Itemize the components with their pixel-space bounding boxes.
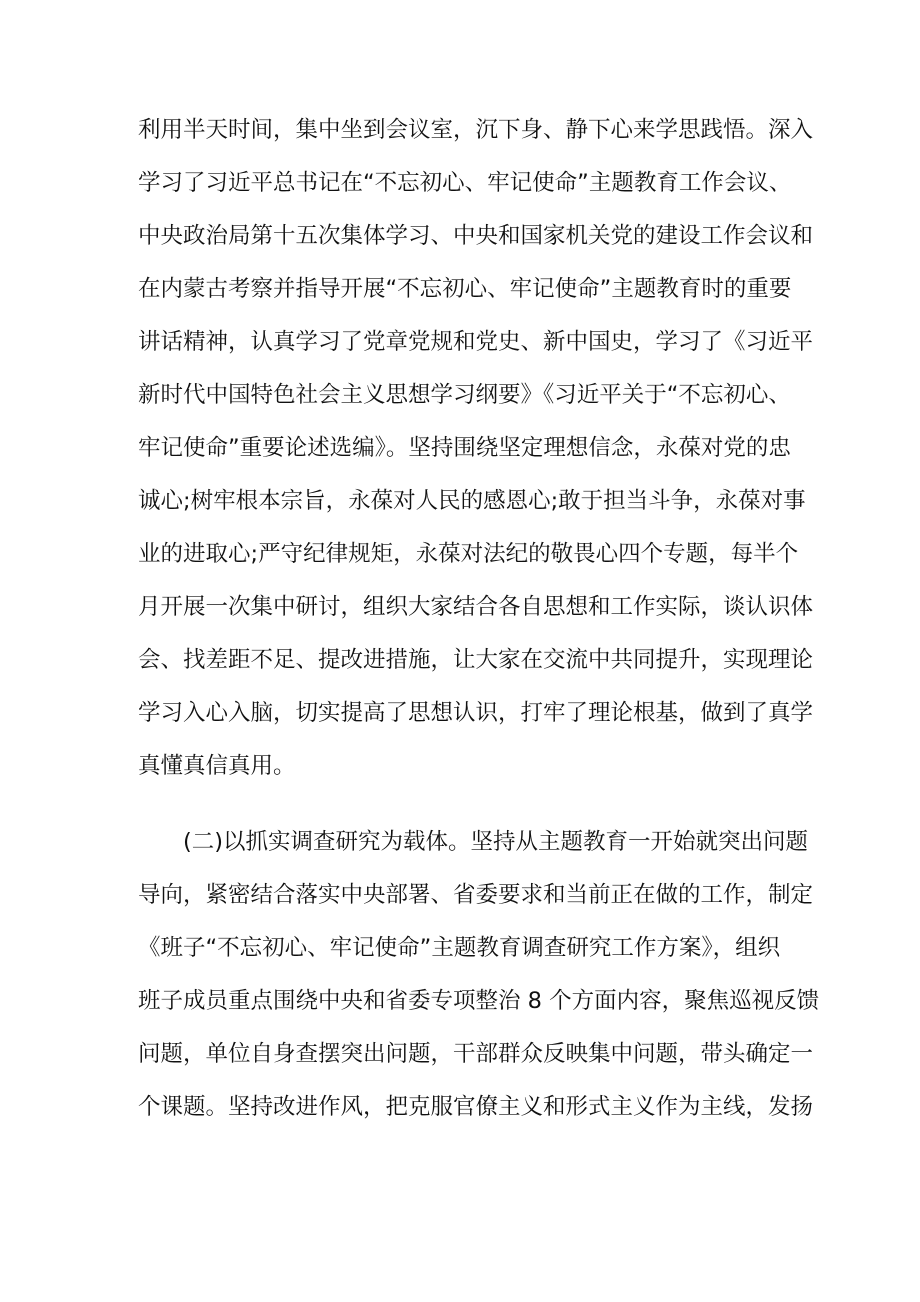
text-line: 《班子“不忘初心、牢记使命”主题教育调查研究工作方案》，组织 xyxy=(138,935,781,961)
text-line: 学习了习近平总书记在“不忘初心、牢记使命”主题教育工作会议、 xyxy=(138,170,792,196)
text-line: 业的进取心;严守纪律规矩，永葆对法纪的敬畏心四个专题，每半个 xyxy=(138,541,799,567)
text-line: 导向，紧密结合落实中央部署、省委要求和当前正在做的工作，制定 xyxy=(138,882,814,908)
text-line: 学习入心入脑，切实提高了思想认识，打牢了理论根基，做到了真学 xyxy=(138,700,814,726)
text-line: 问题，单位自身查摆突出问题，干部群众反映集中问题，带头确定一 xyxy=(138,1041,814,1067)
text-line: 会、找差距不足、提改进措施，让大家在交流中共同提升，实现理论 xyxy=(138,647,814,673)
paragraph-1 xyxy=(138,104,814,793)
text-line: 班子成员重点围绕中央和省委专项整治 8 个方面内容，聚焦巡视反馈 xyxy=(138,988,820,1014)
text-line: (二)以抓实调查研究为载体。坚持从主题教育一开始就突出问题 xyxy=(183,829,809,855)
text-line: 中央政治局第十五次集体学习、中央和国家机关党的建设工作会议和 xyxy=(138,223,814,249)
paragraph-2 xyxy=(138,816,820,1134)
text-line: 月开展一次集中研讨，组织大家结合各自思想和工作实际，谈认识体 xyxy=(138,594,814,620)
text-line: 讲话精神，认真学习了党章党规和党史、新中国史，学习了《习近平 xyxy=(138,329,814,355)
text-line: 利用半天时间，集中坐到会议室，沉下身、静下心来学思践悟。深入 xyxy=(138,117,814,143)
text-line: 牢记使命”重要论述选编》。坚持围绕坚定理想信念，永葆对党的忠 xyxy=(138,435,791,461)
text-line: 新时代中国特色社会主义思想学习纲要》《习近平关于“不忘初心、 xyxy=(138,382,791,408)
text-line: 真懂真信真用。 xyxy=(138,753,296,779)
text-line: 诚心;树牢根本宗旨，永葆对人民的感恩心;敢于担当斗争，永葆对事 xyxy=(138,488,806,514)
text-line: 在内蒙古考察并指导开展“不忘初心、牢记使命”主题教育时的重要 xyxy=(138,276,792,302)
text-line: 个课题。坚持改进作风，把克服官僚主义和形式主义作为主线，发扬 xyxy=(138,1094,814,1120)
